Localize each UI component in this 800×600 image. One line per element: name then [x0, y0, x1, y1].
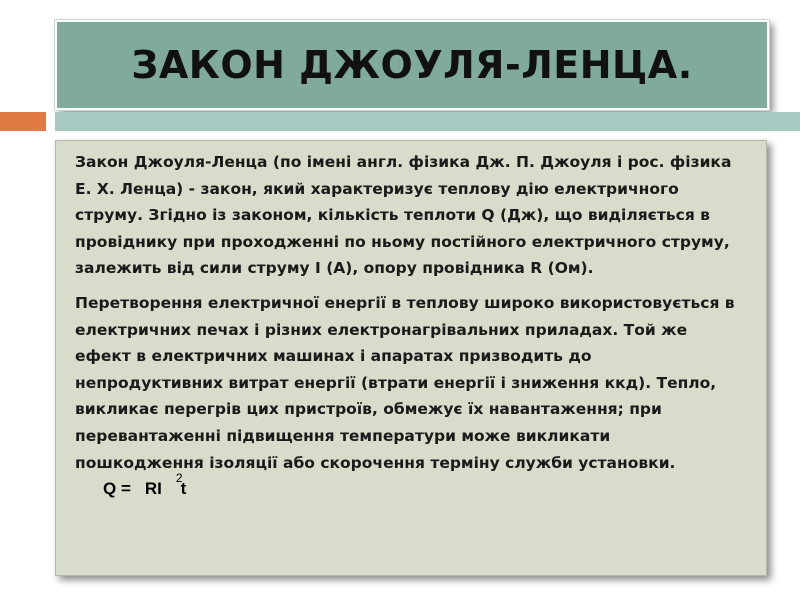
- slide-title: ЗАКОН ДЖОУЛЯ-ЛЕНЦА.: [131, 43, 693, 87]
- formula-rhs: RI: [144, 479, 162, 499]
- accent-bar-teal: [55, 112, 800, 131]
- paragraph-definition: [75, 149, 742, 282]
- accent-bar-orange: [0, 112, 46, 131]
- paragraph-definition-text: Закон Джоуля-Ленца (по імені англ. фізика Дж. П. Джоуля і рос. фізика Е. Х. Ленца) - закон, який характеризує теплову дію електричного струму. Згідно із законом, кількість теплоти Q (Дж), що виділяється в провіднику при проходженні по ньому постійного електричного струму, залежить від сили струму I (А), опору провідника R (Ом).: [75, 153, 732, 278]
- joule-lenz-formula: [103, 471, 187, 504]
- formula-lhs: Q =: [103, 479, 131, 499]
- title-box: [55, 20, 769, 110]
- formula-exponent: 2: [175, 471, 183, 486]
- content-box: [55, 140, 767, 576]
- paragraph-applications-text: Перетворення електричної енергії в теплову широко використовується в електричних печах і різних електронагрівальних приладах. Той же ефект в електричних машинах і апаратах призводить до непродуктивних витрат енергії (втрати енергії і зниження ккд). Тепло, викликає перегрів цих пристроїв, обмежує їх навантаження; при перевантаженні підвищення температури може викликати пошкодження ізоляції або скорочення терміну служби установки.: [75, 293, 735, 472]
- formula-tail: t: [180, 479, 187, 499]
- paragraph-applications: [75, 290, 742, 504]
